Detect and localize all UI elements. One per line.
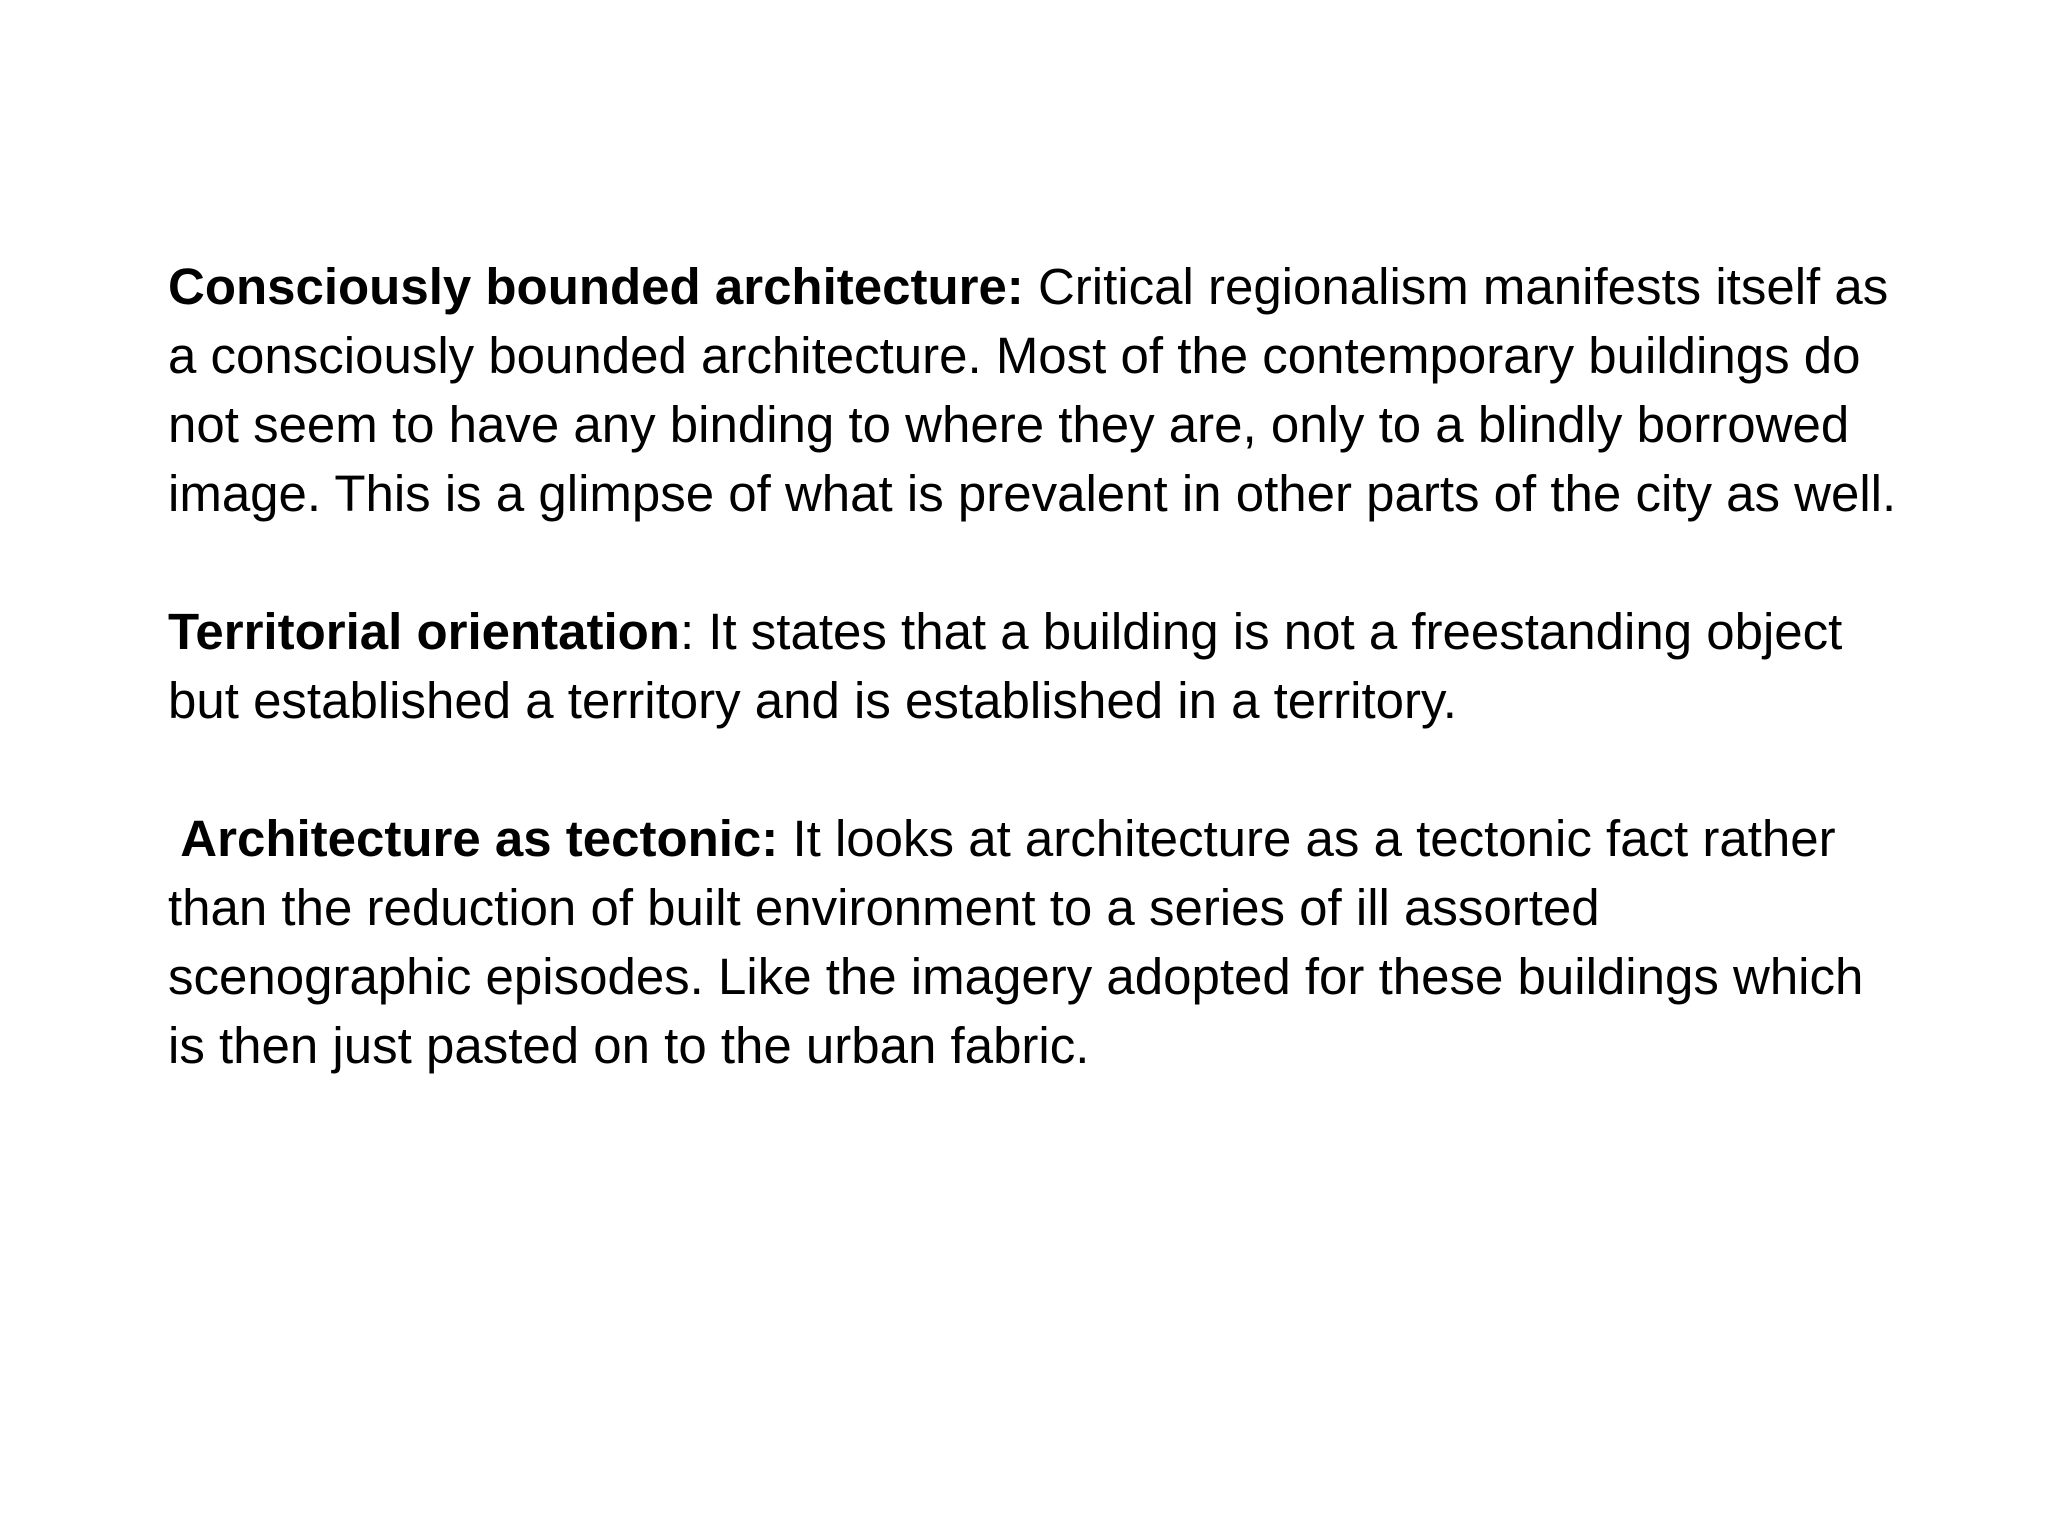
- paragraph-text: : It states that a building is not a freestanding object but established a territory and is established in a territory.: [168, 603, 1843, 729]
- term-territorial-orientation: Territorial orientation: [168, 603, 680, 660]
- term-architecture-tectonic: Architecture as tectonic:: [168, 810, 779, 867]
- term-consciously-bounded: Consciously bounded architecture:: [168, 258, 1024, 315]
- paragraph-territorial-orientation: [168, 597, 1908, 735]
- slide-body: [168, 252, 1908, 1080]
- paragraph-architecture-tectonic: [168, 804, 1908, 1080]
- paragraph-text: It looks at architecture as a tectonic fact rather than the reduction of built environment to a series of ill assorted scenographic episodes. Like the imagery adopted for these buildings which is then just pasted on to the urban fabric.: [168, 810, 1864, 1074]
- paragraph-text: Critical regionalism manifests itself as a consciously bounded architecture. Most of the contemporary buildings do not seem to have any binding to where they are, only to a blindly borrowed image. This is a glimpse of what is prevalent in other parts of the city as well.: [168, 258, 1897, 522]
- paragraph-consciously-bounded: [168, 252, 1908, 528]
